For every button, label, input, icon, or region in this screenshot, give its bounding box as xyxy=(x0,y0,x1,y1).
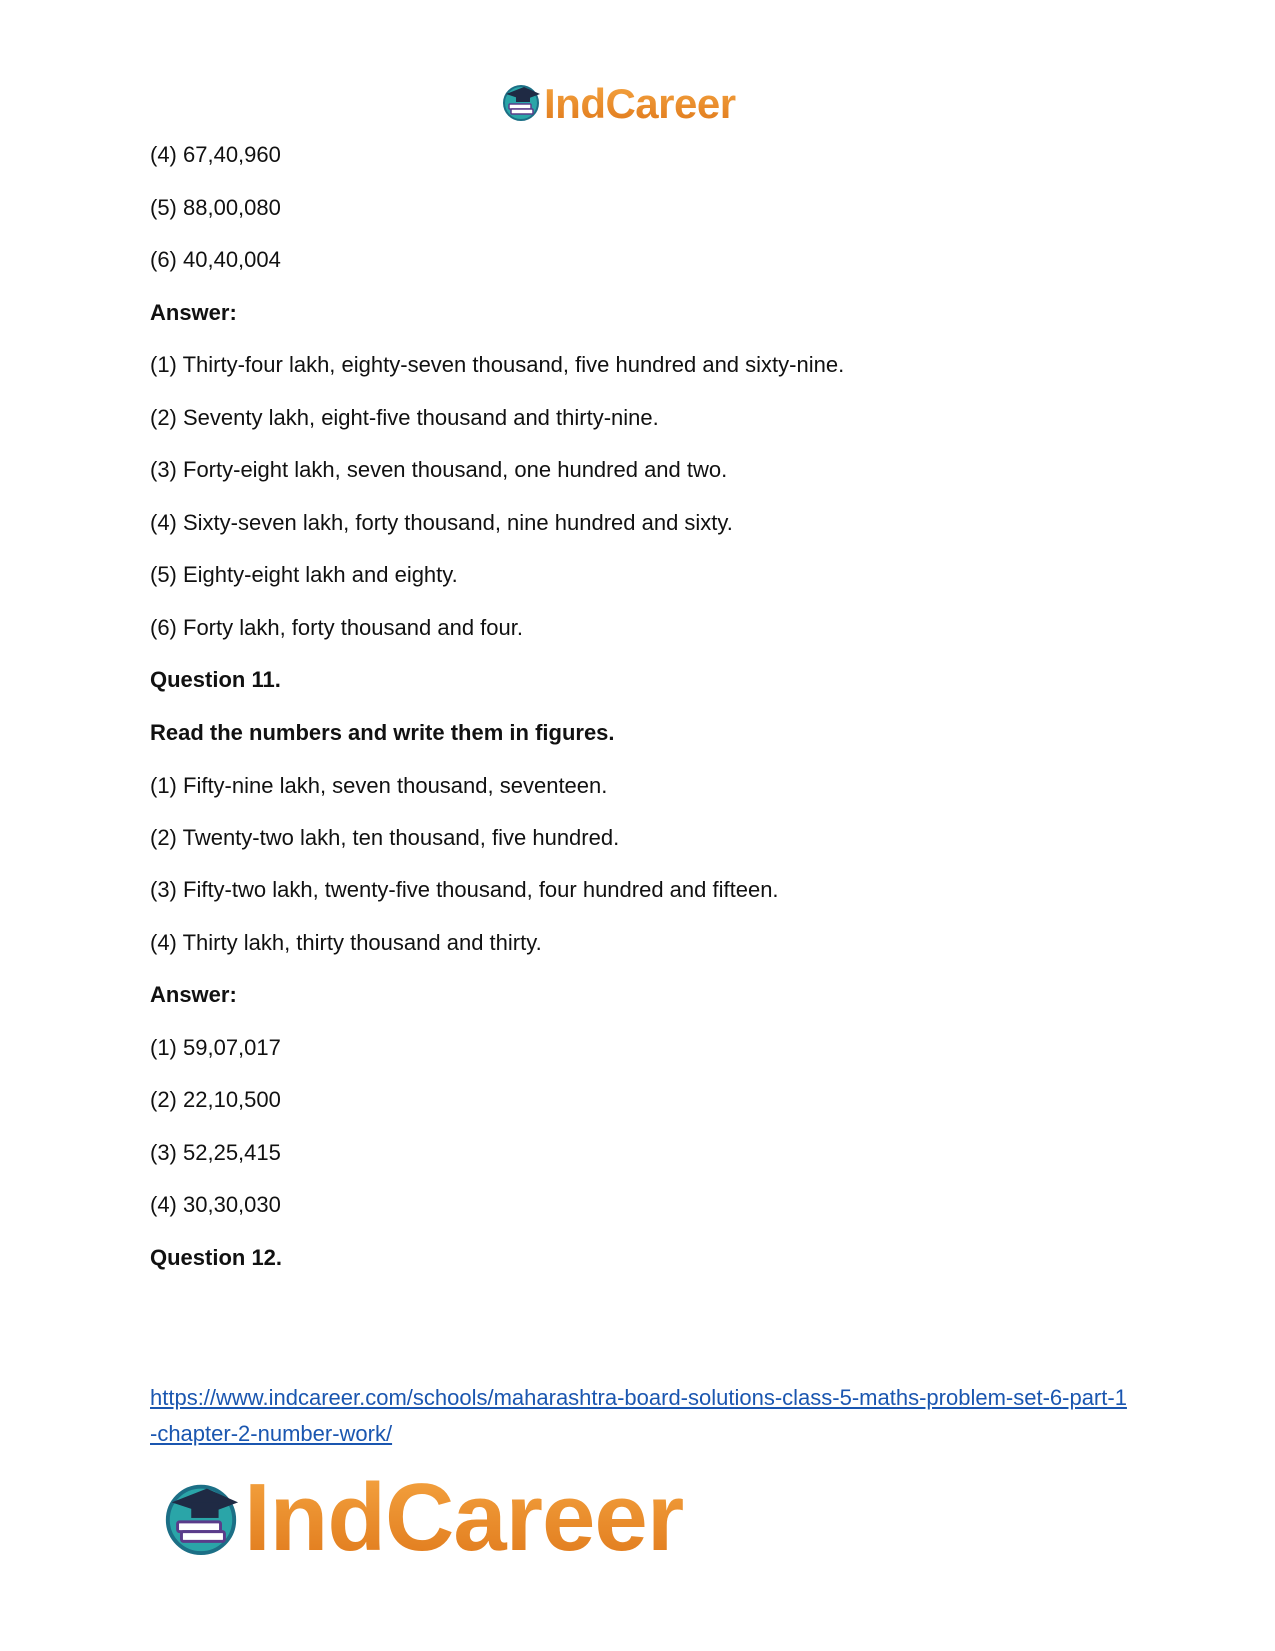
question-12-title: Question 12. xyxy=(150,1245,283,1270)
answer-item: (3) 52,25,415 xyxy=(150,1140,281,1165)
list-item: (6) 40,40,004 xyxy=(150,247,281,272)
list-item: (5) 88,00,080 xyxy=(150,195,281,220)
answer-item: (2) Seventy lakh, eight-five thousand and thirty-nine. xyxy=(150,405,659,430)
answer-item: (4) 30,30,030 xyxy=(150,1192,281,1217)
header-logo xyxy=(500,80,736,127)
answer-heading: Answer: xyxy=(150,300,237,325)
answer-heading: Answer: xyxy=(150,982,237,1007)
question-item: (3) Fifty-two lakh, twenty-five thousand, four hundred and fifteen. xyxy=(150,877,779,902)
answer-item: (4) Sixty-seven lakh, forty thousand, nine hundred and sixty. xyxy=(150,510,733,535)
graduation-cap-globe-icon xyxy=(500,80,542,127)
brand-name: IndCareer xyxy=(544,79,736,127)
question-11-prompt: Read the numbers and write them in figures. xyxy=(150,720,615,745)
question-11-title: Question 11. xyxy=(150,667,281,692)
list-item: (4) 67,40,960 xyxy=(150,142,281,167)
footer-logo xyxy=(160,1464,684,1571)
question-item: (1) Fifty-nine lakh, seven thousand, seventeen. xyxy=(150,773,608,798)
answer-item: (6) Forty lakh, forty thousand and four. xyxy=(150,615,523,640)
answer-item: (2) 22,10,500 xyxy=(150,1087,281,1112)
source-link[interactable]: https://www.indcareer.com/schools/maharashtra-board-solutions-class-5-maths-problem-set-6-part-1-chapter-2-number-work/ xyxy=(150,1385,1127,1446)
brand-name: IndCareer xyxy=(244,1464,684,1571)
answer-item: (1) Thirty-four lakh, eighty-seven thousand, five hundred and sixty-nine. xyxy=(150,352,845,377)
question-item: (2) Twenty-two lakh, ten thousand, five hundred. xyxy=(150,825,620,850)
question-item: (4) Thirty lakh, thirty thousand and thirty. xyxy=(150,930,542,955)
graduation-cap-globe-icon xyxy=(160,1475,242,1562)
answer-item: (1) 59,07,017 xyxy=(150,1035,281,1060)
answer-item: (3) Forty-eight lakh, seven thousand, one hundred and two. xyxy=(150,457,728,482)
answer-item: (5) Eighty-eight lakh and eighty. xyxy=(150,562,458,587)
